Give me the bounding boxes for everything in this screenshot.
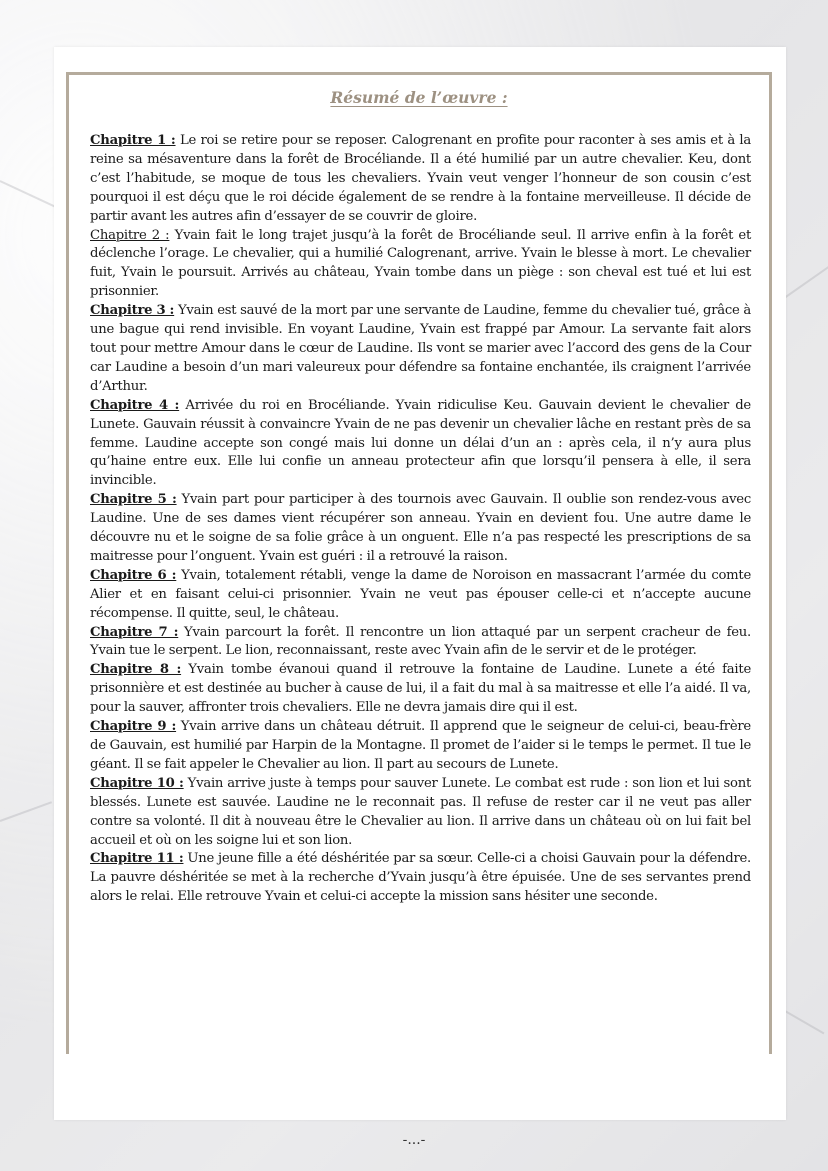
chapter-paragraph: [90, 567, 751, 624]
chapter-paragraph: [90, 624, 751, 662]
page-title: Résumé de l’œuvre :: [330, 88, 508, 107]
chapter-text: Yvain arrive dans un château détruit. Il apprend que le seigneur de celui-ci, beau-frère de Gauvain, est humilié par Harpin de la Montagne. Il promet de l’aider si le temps le permet. Il tue le géant. Il se fait appeler le Chevalier au lion. Il part au secours de Lunete.: [90, 719, 751, 772]
chapter-text: Yvain est sauvé de la mort par une servante de Laudine, femme du chevalier tué, grâce à une bague qui rend invisible. En voyant Laudine, Yvain est frappé par Amour. La servante fait alors tout pour mettre Amour dans le cœur de Laudine. Ils vont se marier avec l’accord des gens de la Cour car Laudine a besoin d’un mari valeureux pour défendre sa fontaine enchantée, ils craignent l’arrivée d’Arthur.: [90, 303, 751, 394]
chapter-paragraph: [90, 302, 751, 397]
chapter-label: Chapitre 3 :: [90, 303, 175, 319]
page-footer: -...-: [402, 1132, 426, 1148]
chapter-label: Chapitre 11 :: [90, 851, 184, 867]
chapter-text: Une jeune fille a été déshéritée par sa sœur. Celle-ci a choisi Gauvain pour la défendre. La pauvre déshéritée se met à la recherche d’Yvain jusqu’à être épuisée. Une de ses servantes prend alors le relai. Elle retrouve Yvain et celui-ci accepte la mission sans hésiter une seconde.: [90, 851, 752, 905]
chapter-label: Chapitre 4 :: [90, 397, 180, 413]
chapter-paragraph: [90, 718, 751, 775]
chapter-text: Yvain part pour participer à des tournois avec Gauvain. Il oublie son rendez-vous avec Laudine. Une de ses dames vient récupérer son anneau. Yvain en devient fou. Une autre dame le découvre nu et le soigne de sa folie grâce à un onguent. Elle n’a pas respecté les prescriptions de sa maitresse pour l’onguent. Yvain est guéri : il a retrouvé la raison.: [90, 492, 751, 564]
chapter-paragraph: [90, 397, 751, 492]
chapter-text: Yvain fait le long trajet jusqu’à la forêt de Brocéliande seul. Il arrive enfin à la forêt et déclenche l’orage. Le chevalier, qui a humilié Calogrenant, arrive. Yvain le blesse à mort. Le chevalier fuit, Yvain le poursuit. Arrivés au château, Yvain tombe dans un piège : son cheval est tué et lui est prisonnier.: [90, 227, 751, 300]
chapter-text: Yvain arrive juste à temps pour sauver Lunete. Le combat est rude : son lion et lui sont blessés. Lunete est sauvée. Laudine ne le reconnait pas. Il refuse de rester car il ne veut pas aller contre sa volonté. Il dit à nouveau être le Chevalier au lion. Il arrive dans un château où on lui fait bel accueil et où on les soigne lui et son lion.: [90, 775, 751, 848]
chapter-label: Chapitre 2 :: [90, 227, 170, 243]
chapter-label: Chapitre 7 :: [90, 624, 179, 640]
chapter-text: Le roi se retire pour se reposer. Calogrenant en profite pour raconter à ses amis et à la reine sa mésaventure dans la forêt de Brocéliande. Il a été humilié par un autre chevalier. Keu, dont c’est l’habitude, se moque de tous les chevaliers. Yvain veut venger l’honneur de son cousin c’est pourquoi il est déçu que le roi décide également de se rendre à la fontaine merveilleuse. Il décide de partir avant les autres afin d’essayer de se couvrir de gloire.: [90, 133, 751, 224]
chapter-label: Chapitre 5 :: [90, 492, 177, 508]
chapter-label: Chapitre 6 :: [90, 567, 177, 583]
chapter-label: Chapitre 9 :: [90, 719, 177, 735]
chapter-paragraph: [90, 775, 751, 851]
chapter-paragraph: [90, 491, 751, 567]
chapter-paragraph: [90, 850, 751, 907]
chapter-paragraph: [90, 661, 751, 718]
chapter-text: Yvain parcourt la forêt. Il rencontre un lion attaqué par un serpent cracheur de feu. Yvain tue le serpent. Le lion, reconnaissant, reste avec Yvain afin de le servir et de le protéger.: [90, 624, 751, 659]
chapter-text: Yvain tombe évanoui quand il retrouve la fontaine de Laudine. Lunete a été faite prisonnière et est destinée au bucher à cause de lui, il a fait du mal à sa maitresse et elle l’a aidé. Il va, pour la sauver, affronter trois chevaliers. Elle ne devra jamais dire qui il est.: [90, 662, 751, 716]
chapter-paragraph: [90, 132, 751, 227]
chapter-label: Chapitre 1 :: [90, 133, 176, 148]
marble-vein: [0, 801, 52, 822]
chapter-label: Chapitre 8 :: [90, 662, 182, 678]
chapter-text: Yvain, totalement rétabli, venge la dame de Noroison en massacrant l’armée du comte Alier et en faisant celui-ci prisonnier. Yvain ne veut pas épouser celle-ci et n’accepte aucune récompense. Il quitte, seul, le château.: [90, 567, 752, 621]
chapter-text: Arrivée du roi en Brocéliande. Yvain ridiculise Keu. Gauvain devient le chevalier de Lunete. Gauvain réussit à convaincre Yvain de ne pas devenir un chevalier lâche en restant près de sa femme. Laudine accepte son congé mais lui donne un délai d’un an : après cela, il n’y aura plus qu’haine entre eux. Elle lui confie un anneau protecteur afin que lorsqu’il pensera à elle, il sera invincible.: [90, 397, 751, 489]
marble-vein: [785, 1010, 825, 1034]
marble-vein: [779, 266, 828, 302]
chapter-paragraph: [90, 227, 751, 303]
chapter-label: Chapitre 10 :: [90, 775, 184, 791]
chapter-summary-list: [90, 132, 751, 907]
